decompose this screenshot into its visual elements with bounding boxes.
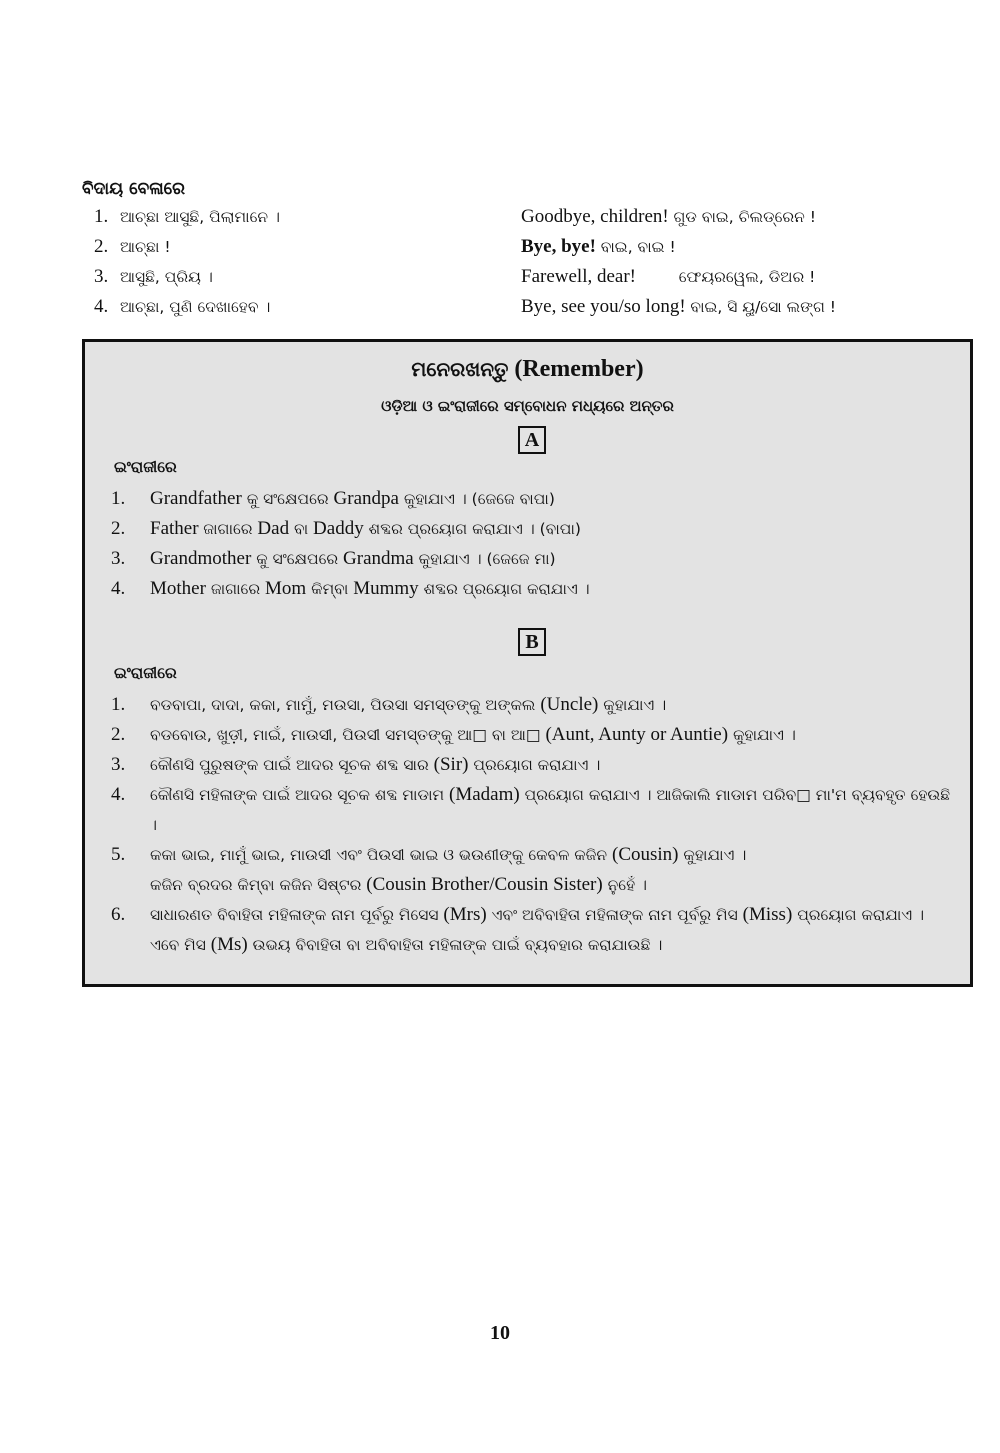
- odia-text: ପ୍ରୟୋଗ କରାଯାଏ । ଏବେ ମିସ: [150, 906, 925, 954]
- english-term: Grandma: [343, 548, 414, 569]
- odia-text: ଶବ୍ଦର ପ୍ରୟୋଗ କରାଯାଏ ।: [418, 580, 590, 598]
- english-term: Mummy: [353, 578, 419, 599]
- odia-text: ଜାଗାରେ: [203, 520, 258, 538]
- odia-text: ସାଧାରଣତ ବିବାହିତା ମହିଳାଙ୍କ ନାମ ପୂର୍ବରୁ ମିସେସ: [150, 906, 444, 924]
- item-number: 2.: [111, 724, 126, 745]
- section-a-label: A: [518, 426, 546, 454]
- farewell-row: [82, 232, 982, 262]
- list-item: [111, 690, 956, 720]
- english-term: Daddy: [313, 518, 364, 539]
- english-text: Farewell, dear!: [521, 266, 636, 287]
- odia-text: କୁହାଯାଏ ।: [598, 696, 667, 714]
- english-term: Father: [150, 518, 204, 539]
- farewell-heading: ବିଦାୟ ବେଳାରେ: [82, 179, 186, 199]
- item-number: 1.: [111, 488, 126, 509]
- list-item: [111, 720, 956, 750]
- item-text: [150, 518, 581, 539]
- farewell-row: [82, 262, 982, 292]
- odia-text: କୁହାଯାଏ ।: [728, 726, 796, 744]
- item-text: [150, 844, 746, 865]
- row-number: 4.: [94, 296, 109, 317]
- english-phrase: [521, 292, 836, 322]
- english-phrase: [521, 232, 676, 262]
- odia-text: କୁହାଯାଏ ।: [678, 846, 747, 864]
- odia-text: ଶବ୍ଦର ପ୍ରୟୋଗ କରାଯାଏ । (ବାପା): [363, 520, 581, 538]
- odia-text: ଏବଂ ଅବିବାହିତା ମହିଳାଙ୍କ ନାମ ପୂର୍ବରୁ ମିସ: [486, 906, 743, 924]
- odia-text: ଜାଗାରେ: [205, 580, 265, 598]
- list-item: [111, 514, 956, 544]
- odia-text: ବଡବୋଉ, ଖୁଡ଼ୀ, ମାଇଁ, ମାଉସୀ, ପିଉସୀ ସମସ୍ତଙ୍କୁ ଆ□ ବା ଆ□: [150, 726, 546, 744]
- item-text: [150, 488, 555, 509]
- remember-title: [85, 356, 970, 383]
- odia-transliteration: ବାଇ, ସି ୟୁ/ସୋ ଲଙ୍ଗ !: [690, 298, 837, 316]
- english-term: Mom: [265, 578, 307, 599]
- odia-text: କୁ ସଂକ୍ଷେପରେ: [241, 490, 334, 508]
- list-item: [111, 544, 956, 574]
- odia-text: କିମ୍ବା: [306, 580, 354, 598]
- list-item: [111, 574, 956, 604]
- farewell-row: [82, 202, 982, 232]
- english-term: Grandpa: [333, 488, 399, 509]
- english-term: Mother: [150, 578, 206, 599]
- odia-transliteration: ଫେୟରୱେଲ, ଡିଅର !: [678, 268, 816, 286]
- section-a-heading: ଇଂରାଜୀରେ: [114, 458, 177, 476]
- english-term: (Uncle): [540, 694, 599, 715]
- odia-phrase: ଆଚ୍ଛା, ପୁଣି ଦେଖାହେବ ।: [120, 298, 271, 316]
- section-b-heading: ଇଂରାଜୀରେ: [114, 664, 177, 682]
- item-number: 6.: [111, 904, 126, 925]
- odia-transliteration: ଗୁଡ ବାଇ, ଚିଲଡ୍ରେନ !: [673, 208, 816, 226]
- item-text: [150, 904, 924, 955]
- odia-text: କକା ଭାଇ, ମାମୁଁ ଭାଇ, ମାଉସୀ ଏବଂ ପିଉସୀ ଭାଇ ଓ ଭଉଣୀଙ୍କୁ କେବଳ କଜିନ: [150, 846, 612, 864]
- odia-text: ବା: [289, 520, 314, 538]
- odia-text: ନୁହେଁ ।: [602, 876, 648, 894]
- list-item: [111, 484, 956, 514]
- english-term: (Mrs): [443, 904, 487, 925]
- english-term: (Ms): [210, 934, 248, 955]
- english-term: (Miss): [742, 904, 793, 925]
- item-text: [150, 578, 590, 599]
- farewell-section: [82, 176, 982, 322]
- list-item: [111, 900, 956, 960]
- item-text: [150, 754, 600, 775]
- english-term: (Cousin Brother/Cousin Sister): [366, 874, 603, 895]
- remember-title-english: (Remember): [514, 356, 644, 382]
- odia-text: କଜିନ ବ୍ରଦର କିମ୍ବା କଜିନ ସିଷ୍ଟର: [150, 876, 367, 894]
- farewell-row: [82, 292, 982, 322]
- item-number: 1.: [111, 694, 126, 715]
- english-term: (Sir): [433, 754, 469, 775]
- item-number: 3.: [111, 754, 126, 775]
- english-text: Bye, bye!: [521, 236, 596, 257]
- english-term: Dad: [257, 518, 290, 539]
- remember-box: [82, 339, 973, 987]
- odia-text: ବଡବାପା, ଦାଦା, କକା, ମାମୁଁ, ମଉସା, ପିଉସା ସମସ୍ତଙ୍କୁ ଅଙ୍କଲ: [150, 696, 541, 714]
- row-number: 3.: [94, 266, 109, 287]
- odia-text: କୁହାଯାଏ । (ଜେଜେ ବାପା): [398, 490, 555, 508]
- remember-subtitle: ଓଡ଼ିଆ ଓ ଇଂରାଜୀରେ ସମ୍ବୋଧନ ମଧ୍ୟରେ ଅନ୍ତର: [381, 397, 674, 415]
- item-text: [150, 694, 666, 715]
- row-number: 2.: [94, 236, 109, 257]
- odia-text: ପ୍ରୟୋଗ କରାଯାଏ ।: [468, 756, 601, 774]
- english-term: (Madam): [449, 784, 520, 805]
- farewell-phrase-list: [82, 202, 982, 322]
- english-term: (Aunt, Aunty or Auntie): [545, 724, 729, 745]
- english-term: Grandfather: [150, 488, 242, 509]
- list-item: [111, 780, 956, 840]
- item-text: [150, 784, 950, 835]
- item-text: [150, 548, 556, 569]
- item-number: 4.: [111, 578, 126, 599]
- odia-phrase: ଆଚ୍ଛା ଆସୁଛି, ପିଲାମାନେ ।: [120, 208, 280, 226]
- odia-text: କୁହାଯାଏ । (ଜେଜେ ମା): [413, 550, 556, 568]
- english-phrase: [521, 262, 815, 292]
- section-b-label: B: [518, 628, 546, 656]
- list-item: [111, 840, 956, 900]
- list-item: [111, 750, 956, 780]
- odia-phrase: ଆଚ୍ଛା !: [120, 238, 171, 256]
- section-b-list: [111, 690, 956, 960]
- section-a-list: [111, 484, 956, 604]
- english-term: Grandmother: [150, 548, 252, 569]
- page-number: 10: [490, 1322, 510, 1344]
- english-text: Bye, see you/so long!: [521, 296, 686, 317]
- odia-text: କୌଣସି ପୁରୁଷଙ୍କ ପାଇଁ ଆଦର ସୂଚକ ଶବ୍ଦ ସାର: [150, 756, 434, 774]
- odia-text: ଉଭୟ ବିବାହିତା ବା ଅବିବାହିତା ମହିଳାଙ୍କ ପାଇଁ ବ୍ୟବହାର କରାଯାଉଛି ।: [247, 936, 663, 954]
- odia-text: କୁ ସଂକ୍ଷେପରେ: [251, 550, 344, 568]
- row-number: 1.: [94, 206, 109, 227]
- item-text: [150, 724, 796, 745]
- item-number: 2.: [111, 518, 126, 539]
- odia-transliteration: ବାଇ, ବାଇ !: [600, 238, 676, 256]
- english-phrase: [521, 202, 816, 232]
- odia-text: ପ୍ରୟୋଗ କରାଯାଏ । ଆଜିକାଲି ମାଡାମ ପରିବ□ ମା'ମ ବ୍ୟବହୃତ ହେଉଛି ।: [150, 786, 951, 834]
- item-number: 3.: [111, 548, 126, 569]
- item-number: 4.: [111, 784, 126, 805]
- english-text: Goodbye, children!: [521, 206, 669, 227]
- item-number: 5.: [111, 844, 126, 865]
- odia-text: କୌଣସି ମହିଳାଙ୍କ ପାଇଁ ଆଦର ସୂଚକ ଶବ୍ଦ ମାଡାମ: [150, 786, 449, 804]
- item-text-line2: [150, 874, 647, 895]
- remember-title-odia: ମନେରଖନ୍ତୁ: [411, 357, 509, 381]
- english-term: (Cousin): [612, 844, 679, 865]
- odia-phrase: ଆସୁଛି, ପ୍ରିୟ ।: [120, 268, 213, 286]
